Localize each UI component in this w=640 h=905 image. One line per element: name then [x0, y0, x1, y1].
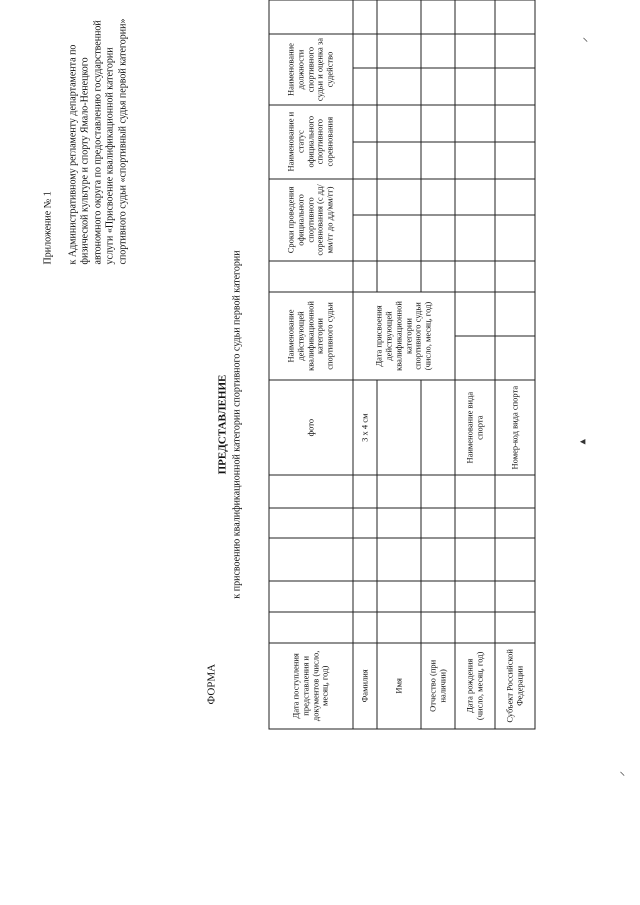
cell: [455, 179, 495, 216]
cell: [421, 105, 455, 142]
document-subtitle: к присвоению квалификационной категории спортивного судьи первой категории: [231, 250, 243, 599]
cell: [377, 612, 421, 643]
cell: [421, 68, 455, 105]
cell: [455, 508, 495, 539]
cell: [455, 612, 495, 643]
current-category-name-label: Наименование действующей квалификационной категории спортивного судьи: [269, 292, 353, 380]
cell: [377, 215, 421, 261]
cell: [495, 142, 535, 179]
cell: [421, 581, 455, 612]
cell: [421, 612, 455, 643]
cell: [377, 142, 421, 179]
cell: [495, 215, 535, 261]
cell: [377, 380, 421, 475]
cell: [495, 261, 535, 292]
current-category-date-label: Дата присвоения действующей квалификационной категории спортивного судьи (число, месяц, год): [353, 292, 455, 380]
form-label: ФОРМА: [205, 663, 218, 705]
cell: [353, 215, 377, 261]
appendix-text: к Административному регламенту департамента по физической культуре и спорту Ямало-Ненецкого автономного округа по предоставлению государственной услуги «Присвоение квалификационной категории спортивного судьи «спортивный судья первой категории»: [67, 18, 129, 265]
sport-name-label: Наименование вида спорта: [455, 380, 495, 475]
cell: [377, 0, 421, 34]
scan-mark: ⸝: [577, 37, 590, 43]
cell: [495, 508, 535, 539]
first-name-label: Имя: [377, 643, 421, 729]
cell: [353, 142, 377, 179]
cell: [455, 581, 495, 612]
cell: [421, 261, 455, 292]
cell: [455, 538, 495, 581]
photo-label: фото: [269, 380, 353, 475]
surname-label: Фамилия: [353, 643, 377, 729]
receipt-date-label: Дата поступления представления и документов (число, месяц, год): [269, 643, 353, 729]
cell: [495, 292, 535, 336]
cell: [455, 68, 495, 105]
cell: [421, 0, 455, 34]
cell: [353, 179, 377, 216]
cell: [377, 261, 421, 292]
cell: [421, 34, 455, 67]
cell: [495, 0, 535, 34]
cell: [421, 142, 455, 179]
cell: [377, 105, 421, 142]
rotated-page: [1, 0, 640, 905]
cell: [353, 105, 377, 142]
document-title: ПРЕДСТАВЛЕНИЕ: [216, 374, 229, 475]
cell: [421, 179, 455, 216]
cell: [353, 581, 377, 612]
cell: [455, 142, 495, 179]
cell: [495, 68, 535, 105]
cell: [269, 261, 353, 292]
cell: [269, 0, 353, 34]
cell: [353, 538, 377, 581]
cell: [455, 105, 495, 142]
cell: [377, 34, 421, 67]
cell: [421, 538, 455, 581]
cell: [495, 612, 535, 643]
cell: [353, 261, 377, 292]
cell: [495, 179, 535, 216]
cell: [377, 179, 421, 216]
cell: [269, 581, 353, 612]
photo-size-label: 3 x 4 см: [353, 380, 377, 475]
cell: [455, 292, 495, 336]
cell: [495, 34, 535, 67]
cell: [495, 105, 535, 142]
cell: [353, 475, 377, 507]
cell: [377, 508, 421, 539]
cell: [377, 581, 421, 612]
cell: [353, 0, 377, 34]
scan-mark: ▴: [576, 438, 589, 445]
cell: [353, 612, 377, 643]
birth-date-label: Дата рождения (число, месяц, год): [455, 643, 495, 729]
scan-mark: ⸝: [614, 771, 627, 777]
cell: [269, 538, 353, 581]
cell: [455, 34, 495, 67]
cell: [455, 475, 495, 507]
cell: [269, 612, 353, 643]
cell: [455, 0, 495, 34]
cell: [455, 215, 495, 261]
cell: [353, 68, 377, 105]
cell: [421, 380, 455, 475]
sport-code-label: Номер-код вида спорта: [495, 380, 535, 475]
cell: [421, 508, 455, 539]
cell: [455, 336, 495, 380]
cell: [377, 475, 421, 507]
competition-dates-label: Сроки проведения официального спортивного соревнования (с дд/мм/гг до дд/мм/гг): [269, 179, 353, 262]
cell: [353, 508, 377, 539]
cell: [377, 68, 421, 105]
cell: [421, 475, 455, 507]
position-label: Наименование должности спортивного судьи и оценка за судейство: [269, 34, 353, 104]
cell: [377, 538, 421, 581]
cell: [495, 475, 535, 507]
patronymic-label: Отчество (при наличии): [421, 643, 455, 729]
submission-table: [269, 0, 536, 730]
cell: [495, 336, 535, 380]
cell: [495, 581, 535, 612]
appendix-block: [43, 15, 131, 265]
cell: [353, 34, 377, 67]
region-label: Субъект Российской Федерации: [495, 643, 535, 729]
competition-name-label: Наименование и статус официального спортивного соревнования: [269, 105, 353, 179]
appendix-number: Приложение № 1: [42, 191, 54, 265]
cell: [269, 508, 353, 539]
cell: [269, 475, 353, 507]
cell: [421, 215, 455, 261]
cell: [455, 261, 495, 292]
cell: [495, 538, 535, 581]
